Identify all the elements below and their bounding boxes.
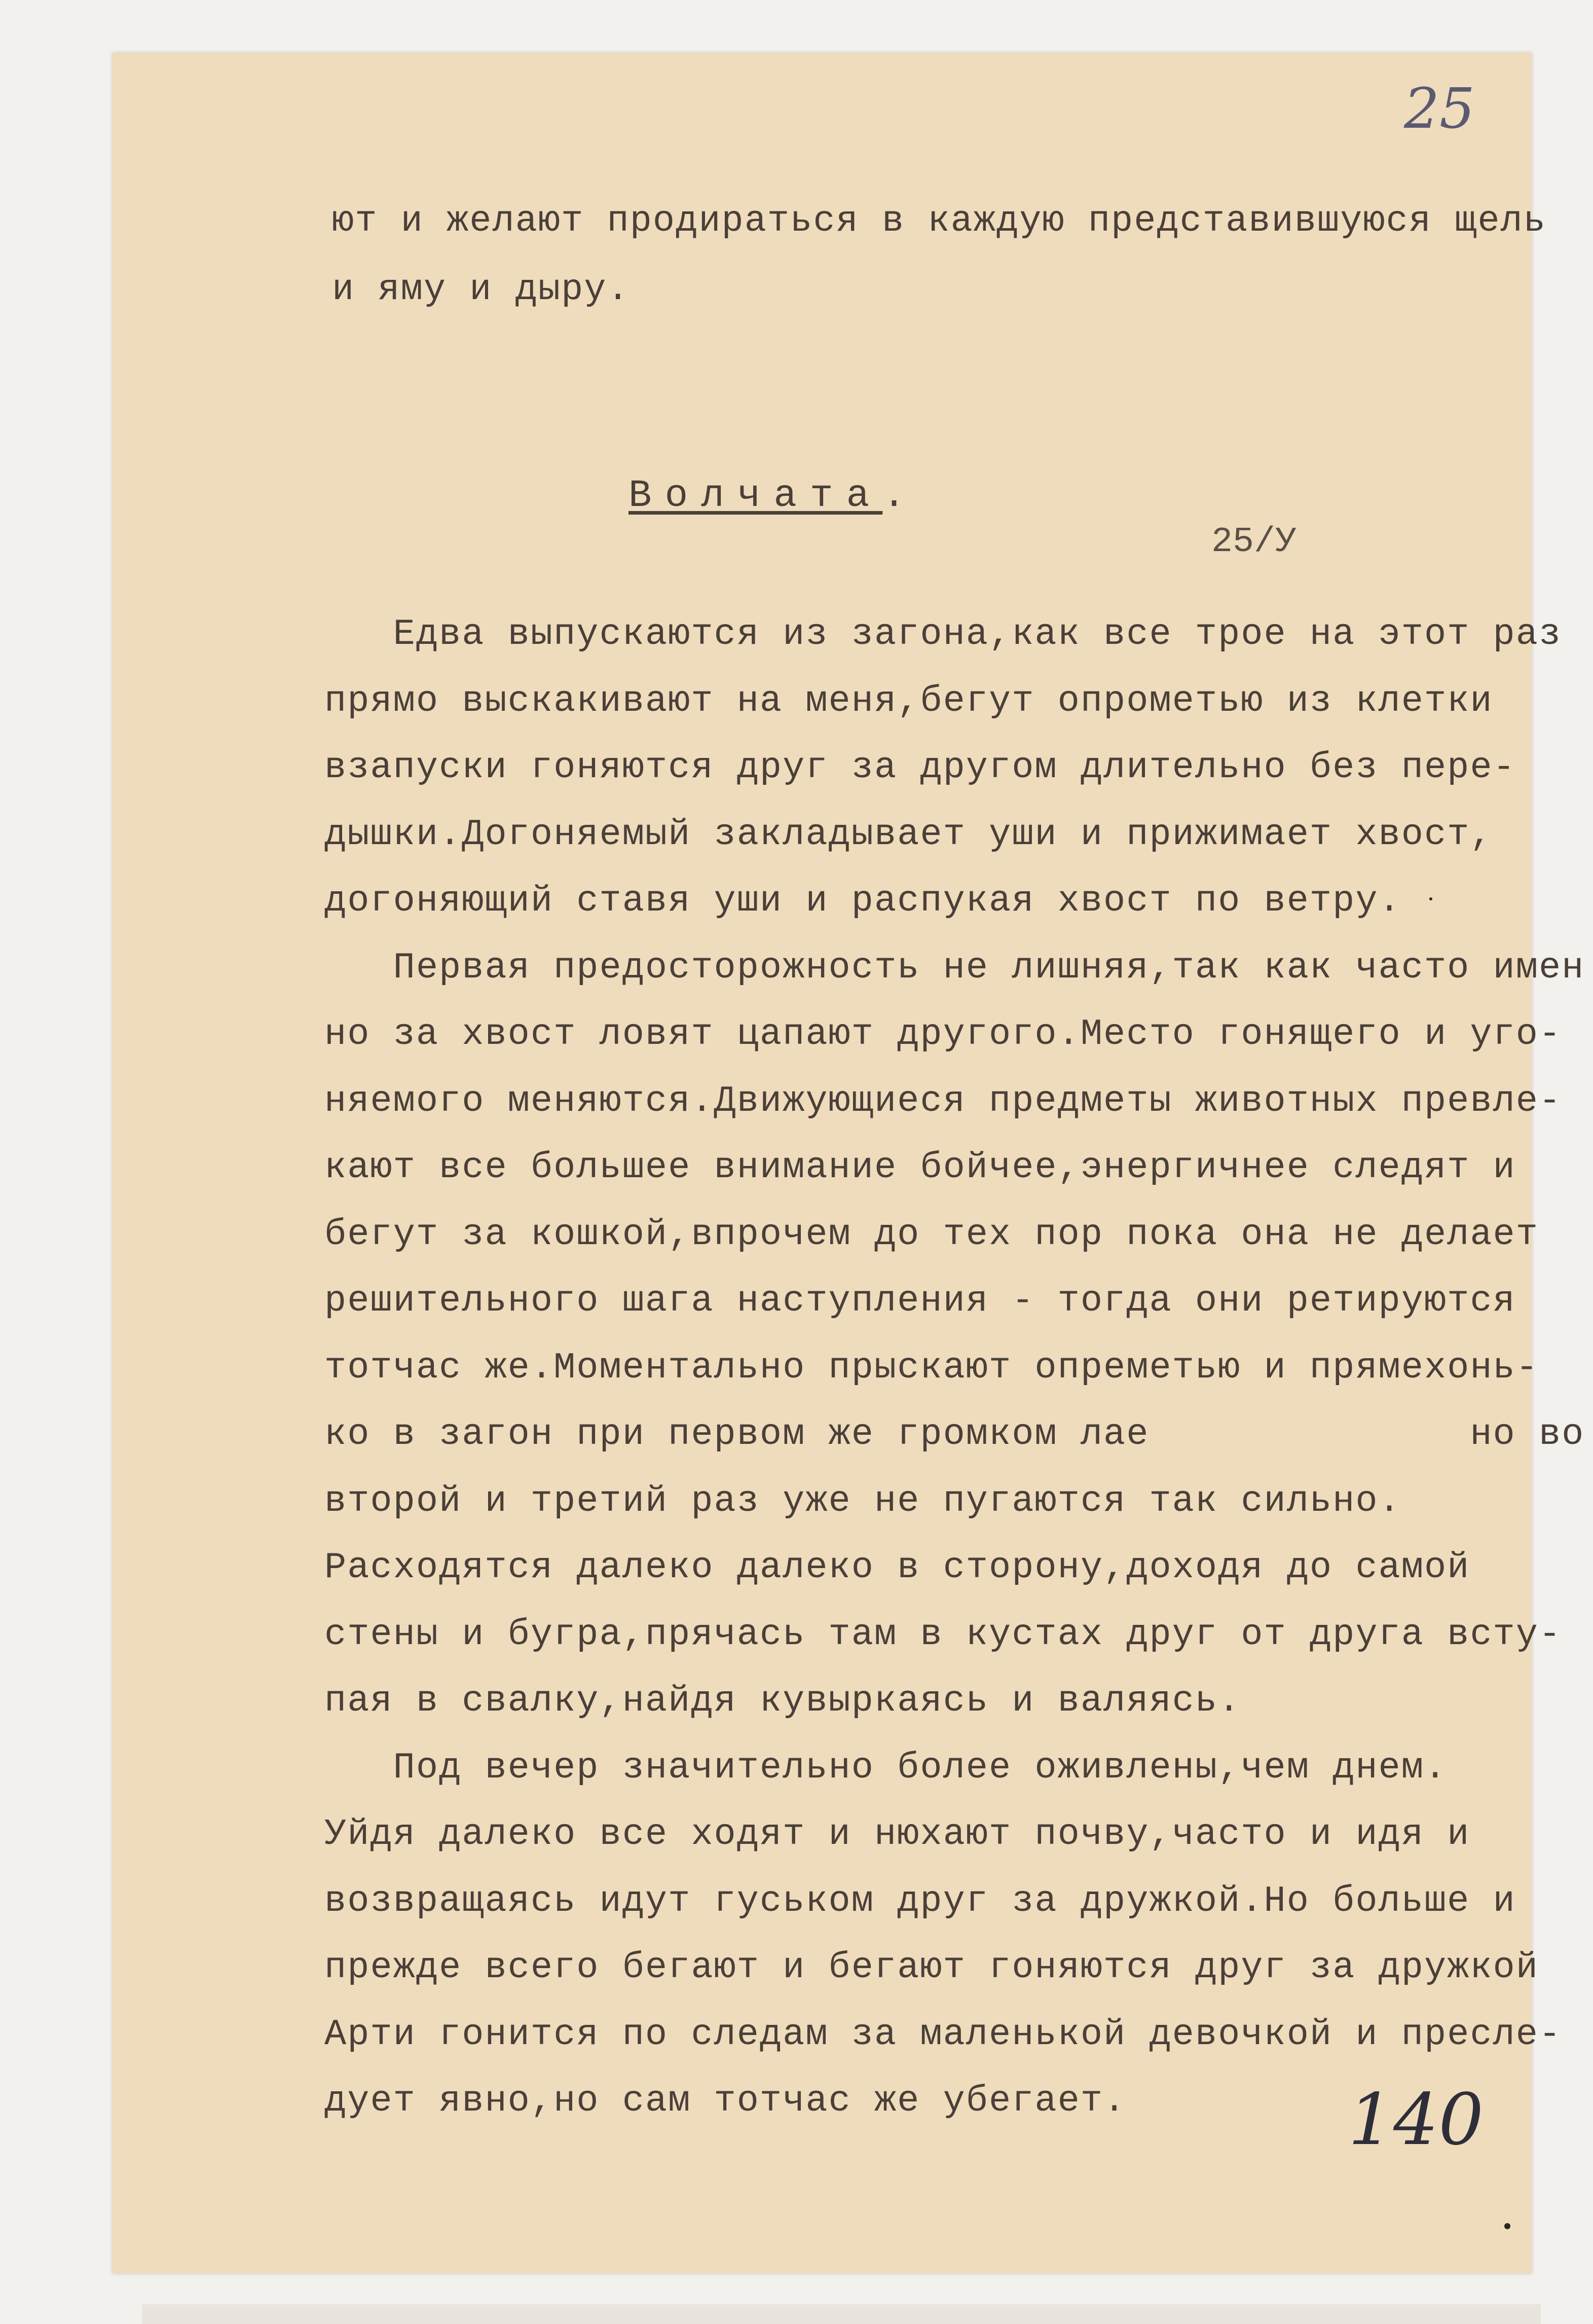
text-line: догоняющий ставя уши и распукая хвост по ветру.	[324, 880, 1401, 922]
text-line: няемого меняются.Движующиеся предметы животных превле-	[324, 1080, 1562, 1122]
text-line: взапуски гоняются друг за другом длительно без пере-	[324, 747, 1516, 788]
text-line: Едва выпускаются из загона,как все трое на этот раз	[324, 613, 1562, 655]
section-heading: Волчата.	[628, 474, 919, 518]
text-line: дует явно,но сам тотчас же убегает.	[324, 2080, 1127, 2122]
scan-background-strip	[142, 2304, 1541, 2324]
text-line: дышки.Догоняемый закладывает уши и прижимает хвост,	[324, 814, 1493, 855]
text-line: тотчас же.Моментально прыскают опреметью и прямехонь-	[324, 1347, 1539, 1389]
text-line: решительного шага наступления - тогда они ретируются	[324, 1280, 1516, 1322]
text-line: бегут за кошкой,впрочем до тех пор пока она не делает	[324, 1214, 1539, 1255]
text-line: возвращаясь идут гуськом друг за дружкой.Но больше и	[324, 1880, 1516, 1922]
archive-number: 140	[1348, 2079, 1484, 2161]
text-line: Первая предосторожность не лишняя,так как часто имен	[324, 947, 1585, 989]
text-line: прежде всего бегают и бегают гоняются друг за дружкой	[324, 1947, 1539, 1988]
folio-number: 25	[1404, 76, 1475, 141]
text-line: но за хвост ловят цапают другого.Место гонящего и уго-	[324, 1013, 1562, 1055]
text-line: Под вечер значительно более оживлены,чем днем.	[324, 1747, 1448, 1789]
ink-dot	[1504, 2223, 1510, 2229]
text-line: кают все большее внимание бойчее,энергичнее следят и	[324, 1147, 1516, 1188]
text-line: прямо выскакивают на меня,бегут опрометью из клетки	[324, 680, 1493, 722]
text-line: ко в загон при первом же громком лае но во	[324, 1413, 1585, 1455]
text-line: Расходятся далеко далеко в сторону,доходя до самой	[324, 1547, 1470, 1588]
ink-dot	[1429, 897, 1432, 900]
text-line: Арти гонится по следам за маленькой девочкой и пресле-	[324, 2014, 1562, 2055]
text-line: стены и бугра,прячась там в кустах друг от друга всту-	[324, 1614, 1562, 1655]
heading-text: Волчата	[628, 474, 883, 518]
reference-number: 25/У	[1211, 522, 1297, 562]
text-line: и яму и дыру.	[332, 269, 630, 310]
text-line: Уйдя далеко все ходят и нюхают почву,часто и идя и	[324, 1813, 1470, 1855]
text-line: ют и желают продираться в каждую представившуюся щель	[332, 200, 1546, 242]
text-line: пая в свалку,найдя кувыркаясь и валяясь.	[324, 1680, 1241, 1722]
text-line: второй и третий раз уже не пугаются так сильно.	[324, 1480, 1401, 1522]
